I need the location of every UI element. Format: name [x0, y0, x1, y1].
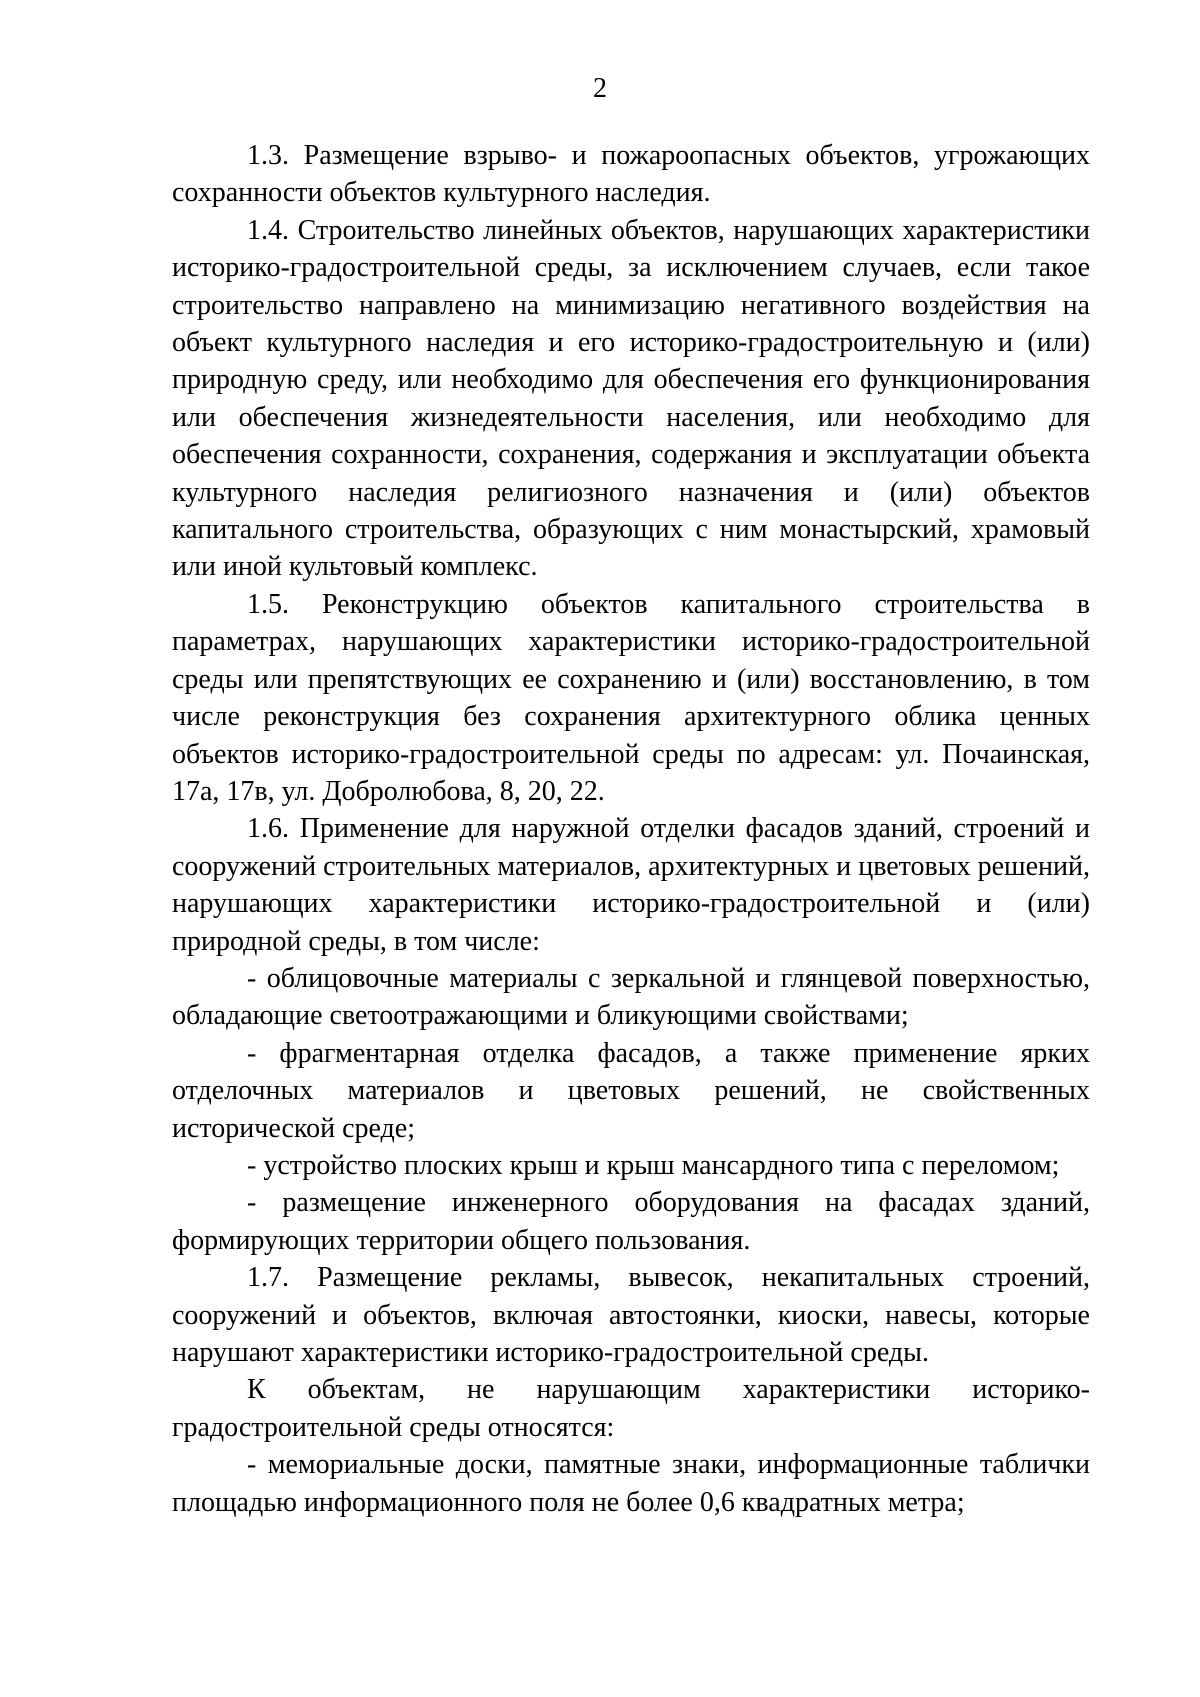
- paragraph-1-7: 1.7. Размещение рекламы, вывесок, некапитальных строений, сооружений и объектов, включая автостоянки, киоски, навесы, которые нарушают характеристики историко-градостроительной среды.: [172, 1262, 1090, 1368]
- list-item-fragmentary-finish: - фрагментарная отделка фасадов, а также применение ярких отделочных материалов и цветовых решений, не свойственных исторической среде;: [172, 1037, 1090, 1144]
- paragraph-1-3: 1.3. Размещение взрыво- и пожароопасных объектов, угрожающих сохранности объектов культурного наследия.: [172, 140, 1090, 209]
- paragraph-1-6: 1.6. Применение для наружной отделки фасадов зданий, строений и сооружений строительных материалов, архитектурных и цветовых решений, нарушающих характеристики историко-градостроительной и (или) природной среды, в том числе:: [172, 813, 1090, 957]
- document-body: [172, 137, 1090, 1521]
- list-item-memorial-plaques: - мемориальные доски, памятные знаки, информационные таблички площадью информационного поля не более 0,6 квадратных метра;: [172, 1449, 1090, 1518]
- list-item-facing-materials: - облицовочные материалы с зеркальной и глянцевой поверхностью, обладающие светоотражающими и бликующими свойствами;: [172, 962, 1090, 1032]
- paragraph-1-5: 1.5. Реконструкцию объектов капитального строительства в параметрах, нарушающих характеристики историко-градостроительной среды или препятствующих ее сохранению и (или) восстановлению, в том числе реконструкция без сохранения архитектурного облика ценных объектов историко-градостроительной среды по адресам: ул. Почаинская, 17а, 17в, ул. Добролюбова, 8, 20, 22.: [172, 588, 1090, 807]
- paragraph-1-4: 1.4. Строительство линейных объектов, нарушающих характеристики историко-градостроительной среды, за исключением случаев, если такое строительство направлено на минимизацию негативного воздействия на объект культурного наследия и его историко-градостроительную и (или) природную среду, или необходимо для обеспечения его функционирования или обеспечения жизнедеятельности населения, или необходимо для обеспечения сохранности, сохранения, содержания и эксплуатации объекта культурного наследия религиозного назначения и (или) объектов капитального строительства, образующих с ним монастырский, храмовый или иной культовый комплекс.: [172, 214, 1090, 583]
- list-item-flat-roofs: - устройство плоских крыш и крыш мансардного типа с переломом;: [247, 1149, 1060, 1181]
- paragraph-non-violating-objects: К объектам, не нарушающим характеристики историко-градостроительной среды относятся:: [172, 1374, 1090, 1443]
- list-item-engineering-equipment: - размещение инженерного оборудования на фасадах зданий, формирующих территории общего пользования.: [172, 1187, 1090, 1256]
- page-number: 2: [593, 73, 607, 104]
